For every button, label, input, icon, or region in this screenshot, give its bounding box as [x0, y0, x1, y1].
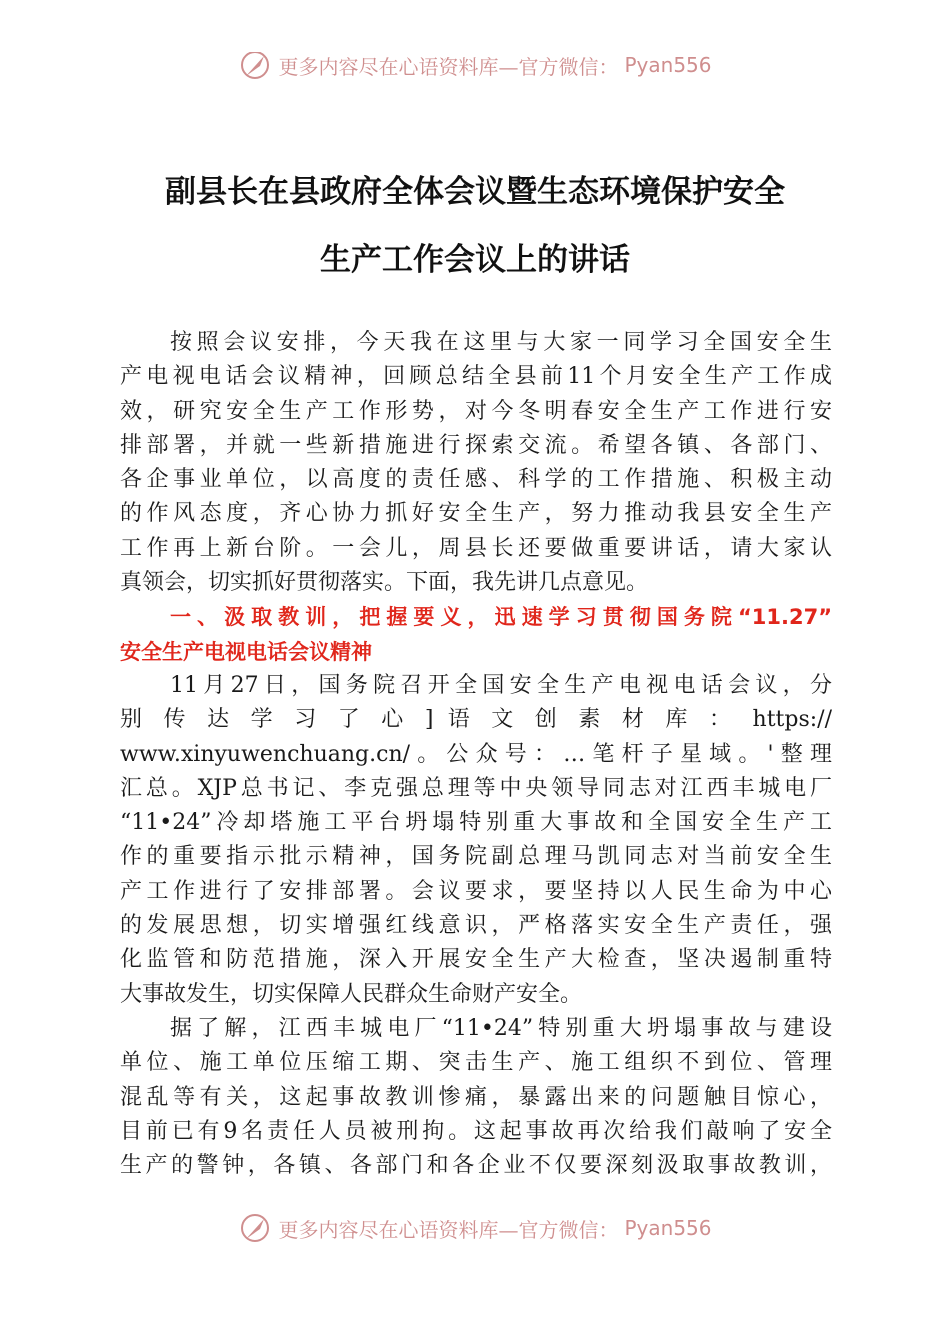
watermark-text: 更多内容尽在心语资料库—官方微信：: [278, 1217, 619, 1242]
text-line: 单位、施工单位压缩工期、突击生产、施工组织不到位、管理: [120, 1050, 832, 1076]
text-line: 按照会议安排，今天我在这里与大家一同学习全国安全生: [170, 330, 832, 355]
heading-line: 安全生产电视电话会议精神: [120, 639, 372, 664]
text-line: 真领会，切实抓好贯彻落实。下面，我先讲几点意见。: [120, 570, 649, 596]
heading-line: 一、汲取教训，把握要义，迅速学习贯彻国务院“11.27”: [170, 605, 832, 630]
document-body: [120, 326, 832, 1183]
text-line: 效，研究安全生产工作形势，对今冬明春安全生产工作进行安: [120, 398, 832, 424]
text-line: 化监管和防范措施，深入开展安全生产大检查，坚决遏制重特: [120, 947, 832, 973]
watermark-wechat-id: Pyan556: [624, 1216, 712, 1240]
text-line: 混乱等有关，这起事故教训惨痛，暴露出来的问题触目惊心，: [120, 1084, 832, 1110]
text-line: 各企事业单位，以高度的责任感、科学的工作措施、积极主动: [120, 467, 832, 493]
paragraph-intro: [120, 326, 832, 600]
text-line: 的发展思想，切实增强红线意识，严格落实安全生产责任，强: [120, 913, 832, 939]
text-line: 的作风态度，齐心协力抓好安全生产，努力推动我县安全生产: [120, 501, 832, 527]
section-heading-1: [120, 600, 832, 669]
text-line: 汇总。XJP总书记、李克强总理等中央领导同志对江西丰城电厂: [120, 775, 832, 801]
text-line: 作的重要指示批示精神，国务院副总理马凯同志对当前安全生: [120, 844, 832, 870]
document-title-line-2: 生产工作会议上的讲话: [320, 242, 630, 278]
text-line: 目前已有9名责任人员被刑拘。这起事故再次给我们敲响了安全: [120, 1118, 832, 1144]
text-line: www.xinyuwenchuang.cn/。公众号：…笔杆子星域。'整理: [120, 741, 832, 767]
bottom-watermark: [0, 1208, 950, 1248]
text-line: 11月27日，国务院召开全国安全生产电视电话会议，分: [170, 672, 832, 698]
text-line: 产电视电话会议精神，回顾总结全县前11个月安全生产工作成: [120, 364, 832, 390]
document-title-line-1: 副县长在县政府全体会议暨生态环境保护安全: [165, 174, 785, 210]
text-line: “11•24”冷却塔施工平台坍塌特别重大事故和全国安全生产工: [120, 810, 832, 836]
text-line: 排部署，并就一些新措施进行探索交流。希望各镇、各部门、: [120, 432, 832, 458]
quill-logo-icon: [238, 52, 272, 82]
text-line: 别 传 达 学 习 了 心 ] 语 文 创 素 材 库 ： https://: [120, 707, 832, 733]
quill-logo-icon: [238, 1211, 272, 1245]
text-line: 生产的警钟，各镇、各部门和各企业不仅要深刻汲取事故教训，: [120, 1153, 832, 1179]
text-line: 据了解，江西丰城电厂“11•24”特别重大坍塌事故与建设: [170, 1015, 832, 1041]
text-line: 产工作进行了安排部署。会议要求，要坚持以人民生命为中心: [120, 878, 832, 904]
paragraph-accident: [120, 1012, 832, 1183]
watermark-text: 更多内容尽在心语资料库—官方微信：: [278, 54, 619, 79]
text-line: 工作再上新台阶。一会儿，周县长还要做重要讲话，请大家认: [120, 535, 832, 561]
paragraph-meeting: [120, 669, 832, 1012]
top-watermark: [0, 52, 950, 86]
watermark-wechat-id: Pyan556: [624, 53, 712, 77]
text-line: 大事故发生，切实保障人民群众生命财产安全。: [120, 981, 583, 1007]
